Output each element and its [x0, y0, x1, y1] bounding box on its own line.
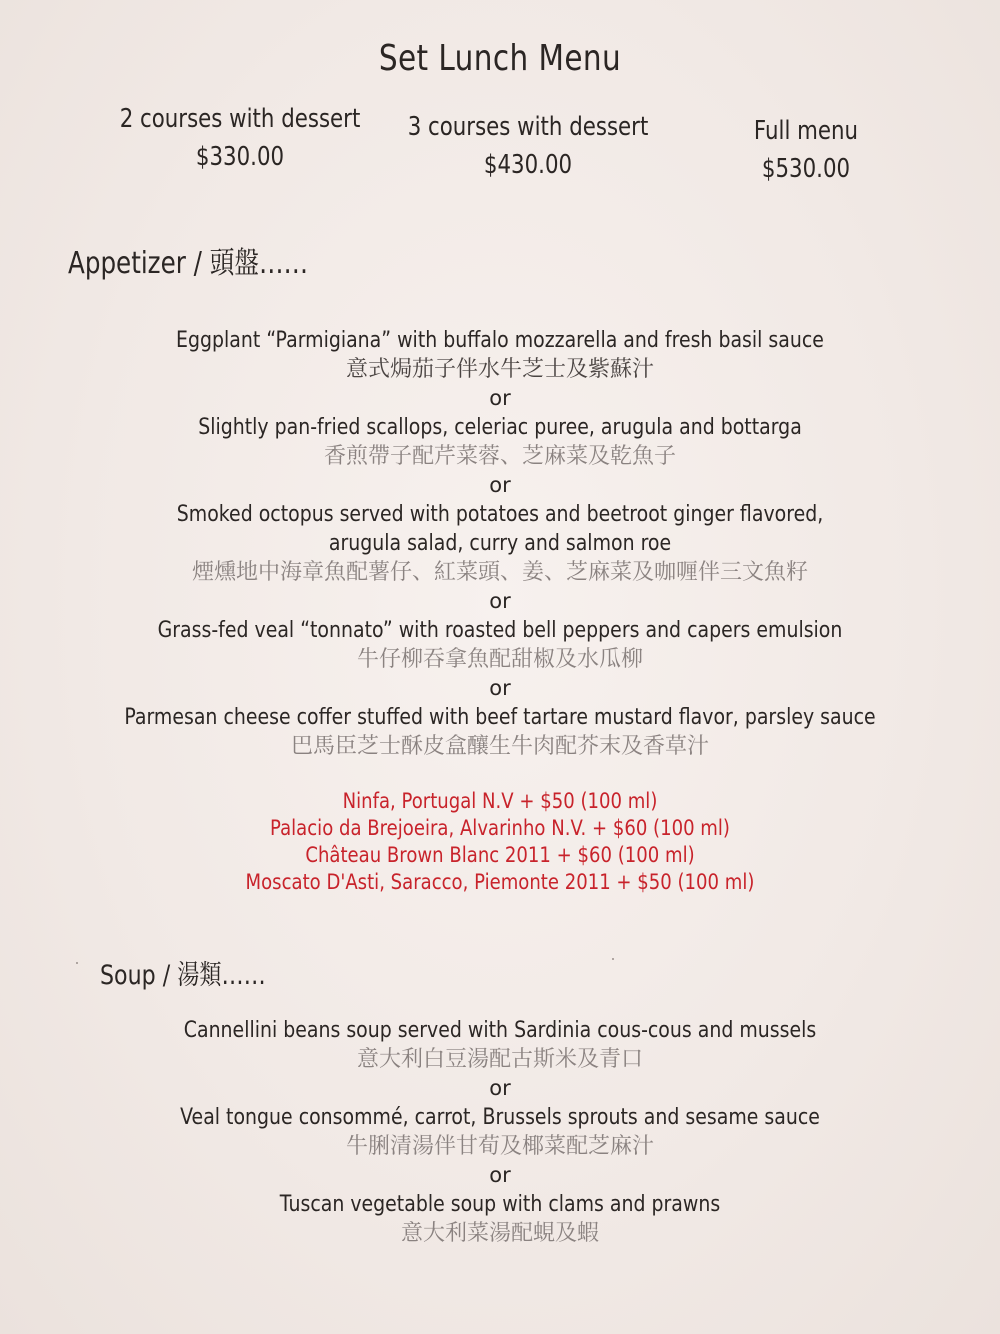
- dish-english-name: Cannellini beans soup served with Sardinia cous-cous and mussels: [183, 1018, 817, 1043]
- dish-english-name-line-2: arugula salad, curry and salmon roe: [328, 531, 672, 556]
- dish-english-name: Tuscan vegetable soup with clams and prawns: [279, 1192, 721, 1217]
- dish-chinese-name: 巴馬臣芝士酥皮盒釀生牛肉配芥末及香草汁: [290, 734, 709, 759]
- dish-english-name: Slightly pan-fried scallops, celeriac puree, arugula and bottarga: [198, 415, 802, 440]
- appetizer-list: [0, 326, 1000, 761]
- price-option-amount: $330.00: [195, 142, 285, 172]
- wine-pairing-list: [0, 788, 1000, 896]
- soup-list: [0, 1016, 1000, 1248]
- paper-speck: [612, 958, 614, 960]
- or-separator: or: [489, 386, 511, 410]
- or-separator: or: [489, 473, 511, 497]
- price-option-full-menu: [706, 112, 906, 188]
- or-separator: or: [489, 1163, 511, 1187]
- appetizer-heading: Appetizer / 頭盤……: [68, 246, 309, 281]
- dish-chinese-name: 牛脷清湯伴甘荀及椰菜配芝麻汁: [345, 1134, 654, 1159]
- wine-pairing-item: Palacio da Brejoeira, Alvarinho N.V. + $60 (100 ml): [270, 816, 730, 840]
- dish-chinese-name: 意大利菜湯配蜆及蝦: [400, 1221, 599, 1246]
- wine-pairing-item: Moscato D'Asti, Saracco, Piemonte 2011 + $50 (100 ml): [245, 870, 755, 894]
- dish-english-name: Parmesan cheese coffer stuffed with beef tartare mustard flavor, parsley sauce: [124, 705, 876, 730]
- price-option-3-courses: [378, 108, 678, 184]
- or-separator: or: [489, 589, 511, 613]
- wine-pairing-item: Ninfa, Portugal N.V + $50 (100 ml): [342, 789, 658, 813]
- price-option-amount: $530.00: [761, 154, 851, 184]
- wine-pairing-item: Château Brown Blanc 2011 + $60 (100 ml): [305, 843, 695, 867]
- soup-heading: Soup / 湯類……: [100, 960, 266, 991]
- dish-chinese-name: 意大利白豆湯配古斯米及青口: [356, 1047, 643, 1072]
- or-separator: or: [489, 1076, 511, 1100]
- paper-speck: [76, 962, 78, 964]
- dish-chinese-name: 意式焗茄子伴水牛芝士及紫蘇汁: [345, 357, 654, 382]
- price-option-label: 2 courses with dessert: [119, 104, 361, 134]
- price-option-2-courses: [90, 100, 390, 176]
- dish-chinese-name: 香煎帶子配芹菜蓉、芝麻菜及乾魚子: [323, 444, 676, 469]
- dish-chinese-name: 煙燻地中海章魚配薯仔、紅菜頭、姜、芝麻菜及咖喱伴三文魚籽: [191, 560, 808, 585]
- dish-chinese-name: 牛仔柳吞拿魚配甜椒及水瓜柳: [356, 647, 643, 672]
- dish-english-name: Grass-fed veal “tonnato” with roasted bell peppers and capers emulsion: [157, 618, 843, 643]
- price-option-label: 3 courses with dessert: [407, 112, 649, 142]
- price-option-label: Full menu: [753, 116, 859, 146]
- price-option-amount: $430.00: [483, 150, 573, 180]
- dish-english-name: Smoked octopus served with potatoes and beetroot ginger flavored,: [176, 502, 824, 527]
- menu-title: Set Lunch Menu: [378, 38, 622, 79]
- dish-english-name: Eggplant “Parmigiana” with buffalo mozzarella and fresh basil sauce: [176, 328, 824, 353]
- dish-english-name: Veal tongue consommé, carrot, Brussels sprouts and sesame sauce: [180, 1105, 820, 1130]
- or-separator: or: [489, 676, 511, 700]
